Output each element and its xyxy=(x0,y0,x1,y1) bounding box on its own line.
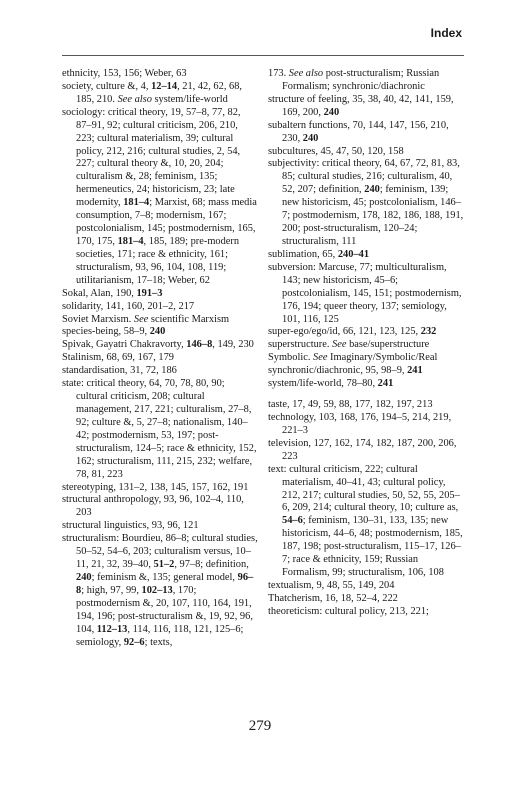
header-rule xyxy=(62,55,464,56)
index-entry: sublimation, 65, 240–41 xyxy=(268,248,370,260)
index-entry: structuralism: Bourdieu, 86–8; cultural studies, 50–52, 54–6, 203; culturalism versus, 10–11, 21, 32, 39–40, 51–2, 97–8; definition, 240; feminism &, 135; general model, 96–8; high, 97, 99, 102–13, 170; postmodernism &, 20, 107, 110, 164, 191, 194, 196; post-structuralism &, 19, 92, 96, 104, 112–13, 114, 116, 118, 121, 125–6; semiology, 92–6; texts, xyxy=(62,533,258,648)
index-entry: technology, 103, 168, 176, 194–5, 214, 219, 221–3 xyxy=(268,411,452,436)
index-entry: text: cultural criticism, 222; cultural materialism, 40–41, 43; cultural policy, 212, 217; cultural studies, 50, 52, 55, 205–6, 209, 214; cultural theory, 10; culture as, 54–6; feminism, 130–31, 133, 135; new historicism, 44–6, 48; postmodernism, 185, 187, 198; post-structuralism, 115–17, 126–7; race & ethnicity, 159; Russian Formalism, 99; structuralism, 106, 108 xyxy=(268,463,463,579)
index-entry: structure of feeling, 35, 38, 40, 42, 141, 159, 169, 200, 240 xyxy=(268,93,454,118)
index-entry: Stalinism, 68, 69, 167, 179 xyxy=(62,352,174,364)
index-entry: subversion: Marcuse, 77; multiculturalism, 143; new historicism, 45–6; postcolonialism, 145, 151; postmodernism, 176, 194; queer theory, 137; semiology, 101, 116, 125 xyxy=(268,261,462,325)
index-entry: standardisation, 31, 72, 186 xyxy=(62,365,177,377)
index-entry: synchronic/diachronic, 95, 98–9, 241 xyxy=(268,365,423,377)
index-entry: stereotyping, 131–2, 138, 145, 157, 162, 191 xyxy=(62,481,249,493)
letter-group-gap xyxy=(268,391,464,399)
index-entry: subjectivity: critical theory, 64, 67, 72, 81, 83, 85; cultural studies, 216; culturalism, 40, 52, 207; definition, 240; feminism, 139; new historicism, 45; postcolonialism, 146–7; postmodernism, 178, 182, 186, 188, 191, 200; post-structuralism, 120–24; structuralism, 111 xyxy=(268,158,464,247)
index-entry: structural anthropology, 93, 96, 102–4, 110, 203 xyxy=(62,494,244,519)
index-entry: society, culture &, 4, 12–14, 21, 42, 62, 68, 185, 210. See also system/life-world xyxy=(62,80,243,105)
index-entry: textualism, 9, 48, 55, 149, 204 xyxy=(268,579,395,591)
index-entry: subcultures, 45, 47, 50, 120, 158 xyxy=(268,145,404,157)
index-entry: state: critical theory, 64, 70, 78, 80, 90; cultural criticism, 208; cultural management, 217, 221; culturalism, 27–8, 92; culture &, 5, 27–8; nationalism, 140–42; postmodernism, 53, 197; post-structuralism, 124–5; race & ethnicity, 152, 162; structuralism, 111, 215, 232; welfare, 78, 81, 223 xyxy=(62,378,257,480)
page-number: 279 xyxy=(248,718,272,734)
index-entry: super-ego/ego/id, 66, 121, 123, 125, 232 xyxy=(268,326,437,338)
index-entry: system/life-world, 78–80, 241 xyxy=(268,378,394,390)
index-column-right xyxy=(268,68,464,619)
index-entry: species-being, 58–9, 240 xyxy=(62,326,166,338)
index-entry: superstructure. See base/superstructure xyxy=(268,339,430,351)
index-entry: subaltern functions, 70, 144, 147, 156, 210, 230, 240 xyxy=(268,119,449,144)
index-entry: 173. See also post-structuralism; Russian Formalism; synchronic/diachronic xyxy=(268,68,440,92)
index-column-left xyxy=(62,68,258,649)
index-entry: theoreticism: cultural policy, 213, 221; xyxy=(268,605,429,617)
index-entry: ethnicity, 153, 156; Weber, 63 xyxy=(62,68,187,79)
running-header: Index xyxy=(430,26,462,40)
index-entry: solidarity, 141, 160, 201–2, 217 xyxy=(62,300,195,312)
index-entry: Symbolic. See Imaginary/Symbolic/Real xyxy=(268,352,438,364)
index-entry: Soviet Marxism. See scientific Marxism xyxy=(62,313,230,325)
index-entry: Thatcherism, 16, 18, 52–4, 222 xyxy=(268,592,398,604)
index-entry: taste, 17, 49, 59, 88, 177, 182, 197, 213 xyxy=(268,399,433,411)
index-entry: Sokal, Alan, 190, 191–3 xyxy=(62,287,163,299)
index-entry: structural linguistics, 93, 96, 121 xyxy=(62,520,199,532)
index-entry: sociology: critical theory, 19, 57–8, 77, 82, 87–91, 92; cultural criticism, 206, 210, 223; cultural materialism, 39; cultural policy, 212, 216; cultural studies, 2, 54, 227; cultural theory &, 10, 20, 204; culturalism &, 28; feminism, 135; hermeneutics, 24; historicism, 23; late modernity, 181–4; Marxist, 68; mass media consumption, 7–8; modernism, 167; postcolonialism, 145; postmodernism, 165, 170, 175, 181–4, 185, 189; pre-modern societies, 171; race & ethnicity, 161; structuralism, 93, 96, 104, 108, 119; utilitarianism, 17–18; Weber, 62 xyxy=(62,106,257,286)
index-entry: Spivak, Gayatri Chakravorty, 146–8, 149, 230 xyxy=(62,339,254,351)
index-entry: television, 127, 162, 174, 182, 187, 200, 206, 223 xyxy=(268,437,457,462)
